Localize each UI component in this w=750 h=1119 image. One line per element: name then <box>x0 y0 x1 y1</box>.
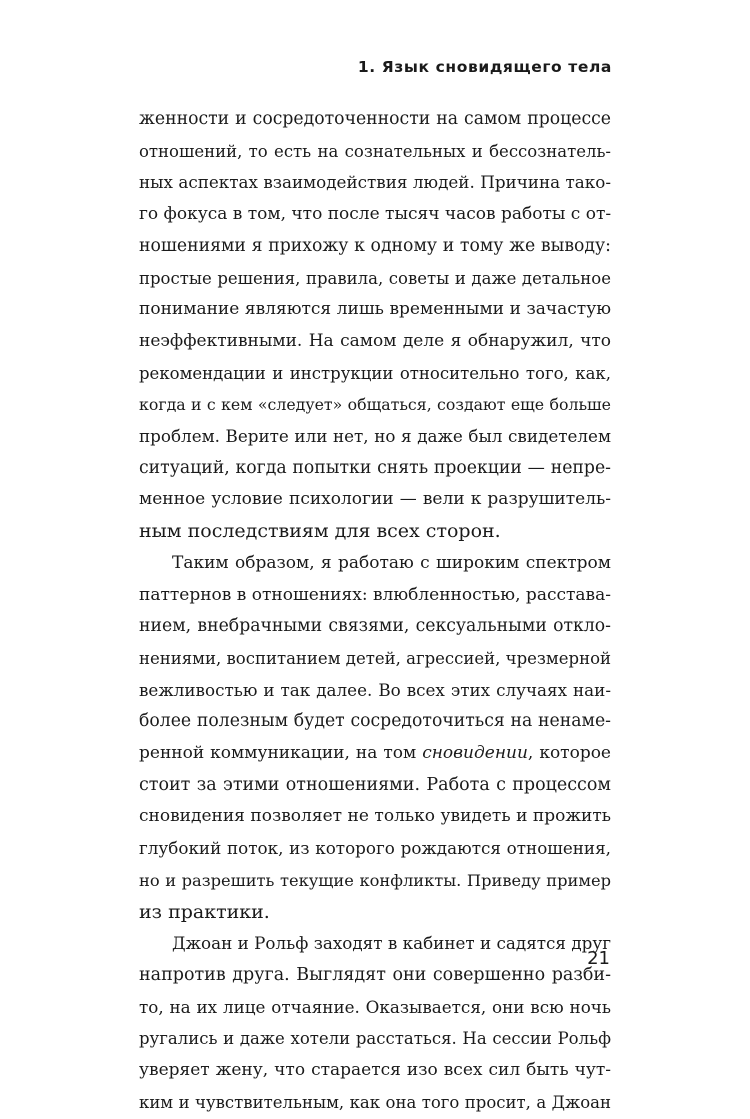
text-line: из практики. <box>139 900 270 923</box>
text-line: ким и чувствительным, как она того просит, а Джоан <box>139 1092 611 1112</box>
emphasized-word: сновидении <box>422 743 528 764</box>
page-number: 21 <box>587 948 610 969</box>
text-line: женности и сосредоточенности на самом процессе <box>139 109 611 129</box>
text-line: когда и с кем «следует» общаться, создают еще больше <box>139 395 611 415</box>
text-line: сновидения позволяет не только увидеть и прожить <box>139 806 611 827</box>
text-segment: ренной коммуникации, на том <box>139 743 423 764</box>
text-line: отношений, то есть на сознательных и бессознатель- <box>139 141 611 161</box>
paragraph-2 <box>139 548 611 928</box>
text-line: ситуаций, когда попытки снять проекции — непре- <box>139 457 611 478</box>
text-line: Джоан и Рольф заходят в кабинет и садятся друг <box>172 933 611 954</box>
text-line: уверяет жену, что старается изо всех сил быть чут- <box>139 1060 611 1081</box>
text-line: простые решения, правила, советы и даже детальное <box>139 268 611 288</box>
text-line: паттернов в отношениях: влюбленностью, расстава- <box>139 584 611 605</box>
text-line: более полезным будет сосредоточиться на ненаме- <box>139 711 611 732</box>
text-line-with-emphasis <box>139 738 611 770</box>
text-line: Таким образом, я работаю с широким спектром <box>172 552 611 573</box>
text-line: но и разрешить текущие конфликты. Приведу пример <box>139 870 611 890</box>
text-line: нием, внебрачными связями, сексуальными откло- <box>139 616 611 637</box>
text-line: ругались и даже хотели расстаться. На сессии Рольф <box>139 1029 611 1049</box>
paragraph-1 <box>139 104 611 548</box>
text-line: стоит за этими отношениями. Работа с процессом <box>139 774 611 795</box>
text-line: ношениями я прихожу к одному и тому же выводу: <box>139 235 611 256</box>
text-line: вежливостью и так далее. Во всех этих случаях наи- <box>139 679 611 700</box>
text-line: то, на их лице отчаяние. Оказывается, они всю ночь <box>139 996 611 1017</box>
text-line: менное условие психологии — вели к разрушитель- <box>139 489 611 510</box>
paragraph-3 <box>139 928 611 1118</box>
running-head: 1. Язык сновидящего тела <box>357 58 612 76</box>
text-line: нениями, воспитанием детей, агрессией, чрезмерной <box>139 648 611 668</box>
text-line: го фокуса в том, что после тысяч часов работы с от- <box>139 204 612 225</box>
text-line: понимание являются лишь временными и зачастую <box>139 299 611 320</box>
text-line: рекомендации и инструкции относительно того, как, <box>139 363 611 383</box>
body-text <box>139 104 611 1119</box>
text-line: неэффективными. На самом деле я обнаружил, что <box>139 330 611 351</box>
text-line: проблем. Верите или нет, но я даже был свидетелем <box>139 426 611 447</box>
text-line: ным последствиям для всех сторон. <box>139 520 501 543</box>
text-segment: , которое <box>527 743 611 764</box>
text-line: ных аспектах взаимодействия людей. Причина тако- <box>139 172 611 193</box>
text-line: глубокий поток, из которого рождаются отношения, <box>139 838 611 859</box>
text-line: напротив друга. Выглядят они совершенно разби- <box>139 964 611 985</box>
